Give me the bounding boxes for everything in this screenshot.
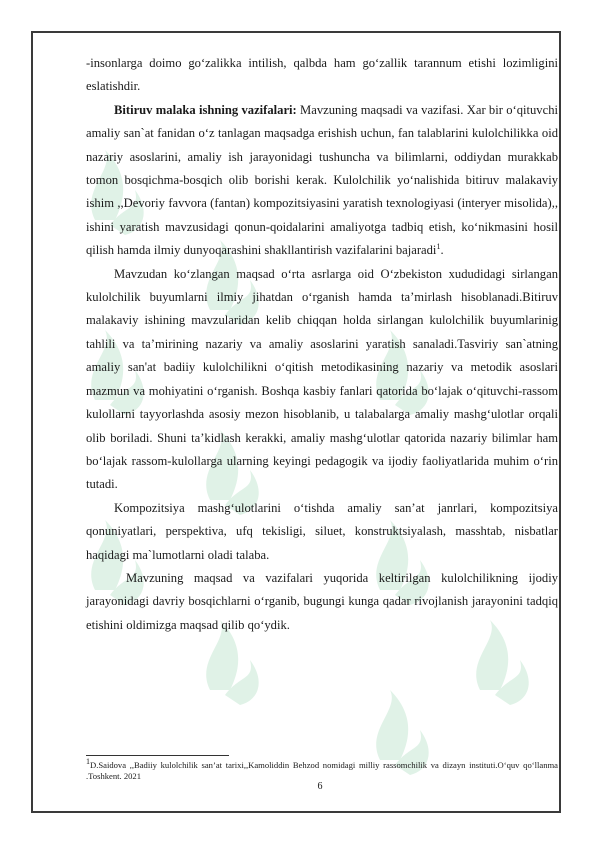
paragraph-text: Mavzudan ko‘zlangan maqsad o‘rta asrlarga oid O‘zbekiston xududidagi sirlangan kulolchilik buyumlarni ilmiy jihatdan o‘rganish hamda ta’mirlash hisoblanadi.Bitiruv malakaviy ishining mavzularidan kelib chiqqan holda sirlangan kulolchilik buyumlarinig tahlili va ta’mirining nazariy va amaliy asoslarini yaratish sanaladi.Tasviriy san`atning amaliy san'at badiiy kulolchilikni o‘qitish metodikasining nazariy va metodik asoslari mazmun va mohiyatini o‘rganish. Boshqa kasbiy fanlari qatorida bo‘lajak o‘qituvchi-rassom kulollarni tayyorlashda asosiy mezon hisoblanib, u talabalarga amaliy mashg‘ulotlar orqali olib boriladi. Shuni ta’kidlash kerakki, amaliy mashg‘ulotlar qatorida nazariy bilimlar ham bo‘lajak rassom-kulollarga ularning keyingi pedagogik va ijodiy faoliyatlarida muhim o‘rin tutadi. <box>86 266 558 492</box>
footnote <box>86 757 558 781</box>
page-number: 6 <box>317 781 323 792</box>
footnote-marker: 1 <box>86 757 90 767</box>
paragraph <box>86 263 558 497</box>
section-heading: Bitiruv malaka ishning vazifalari: <box>114 102 297 117</box>
paragraph-text: Kompozitsiya mashg‘ulotlarini o‘tishda amaliy san’at janrlari, kompozitsiya qonuniyatlari, perspektiva, ufq tekisligi, siluet, konstruktsiyalash, masshtab, nisbatlar haqidagi ma`lumotlarni oladi talaba. <box>86 500 558 562</box>
paragraph <box>86 567 558 637</box>
paragraph-text: Mavzuning maqsad va vazifalari yuqorida keltirilgan kulolchilikning ijodiy jarayonidagi davriy bosqichlarni o‘rganib, bugungi kunga qadar rivojlanish jarayonini tadqiq etishini oldimizga maqsad qilib qo‘ydik. <box>86 570 558 632</box>
body-text <box>86 52 558 637</box>
paragraph <box>86 52 558 99</box>
footnote-text: D.Saidova ,,Badiiy kulolchilik san’at tarixi,,Kamoliddin Behzod nomidagi milliy rassomchilik va dizayn instituti.O‘quv qo‘llanma .Toshkent. 2021 <box>86 760 558 781</box>
paragraph-text: . <box>440 243 444 258</box>
paragraph <box>86 99 558 263</box>
paragraph-text: -insonlarga doimo go‘zalikka intilish, qalbda ham go‘zallik tarannum etishi lozimligini eslatishdir. <box>86 56 558 94</box>
paragraph-text: Mavzuning maqsadi va vazifasi. Xar bir o‘qituvchi amaliy san`at fanidan o‘z tanlagan maqsadga erishish uchun, fan talablarini kulolchilikka oid nazariy asoslarini, amaliy ish jarayonidagi tushuncha va bilimlarni, oddiydan murakkab tomon bosqichma-bosqich olib borishi kerak. Kulolchilik yo‘nalishida bitiruv malakaviy ishim ,,Devoriy favvora (fantan) kompozitsiyasini yaratish texnologiyasi (interyer misolida),, ishini yaratish mavzusidagi qonun-qoidalarini amaliyotga tadbiq etish, ko‘nikmasini hosil qilish hamda ilmiy dunyoqarashini shakllantirish vazifalarini bajaradi <box>86 102 558 258</box>
paragraph <box>86 497 558 567</box>
footnote-ref[interactable]: 1 <box>436 242 441 252</box>
footnote-divider <box>86 755 229 756</box>
